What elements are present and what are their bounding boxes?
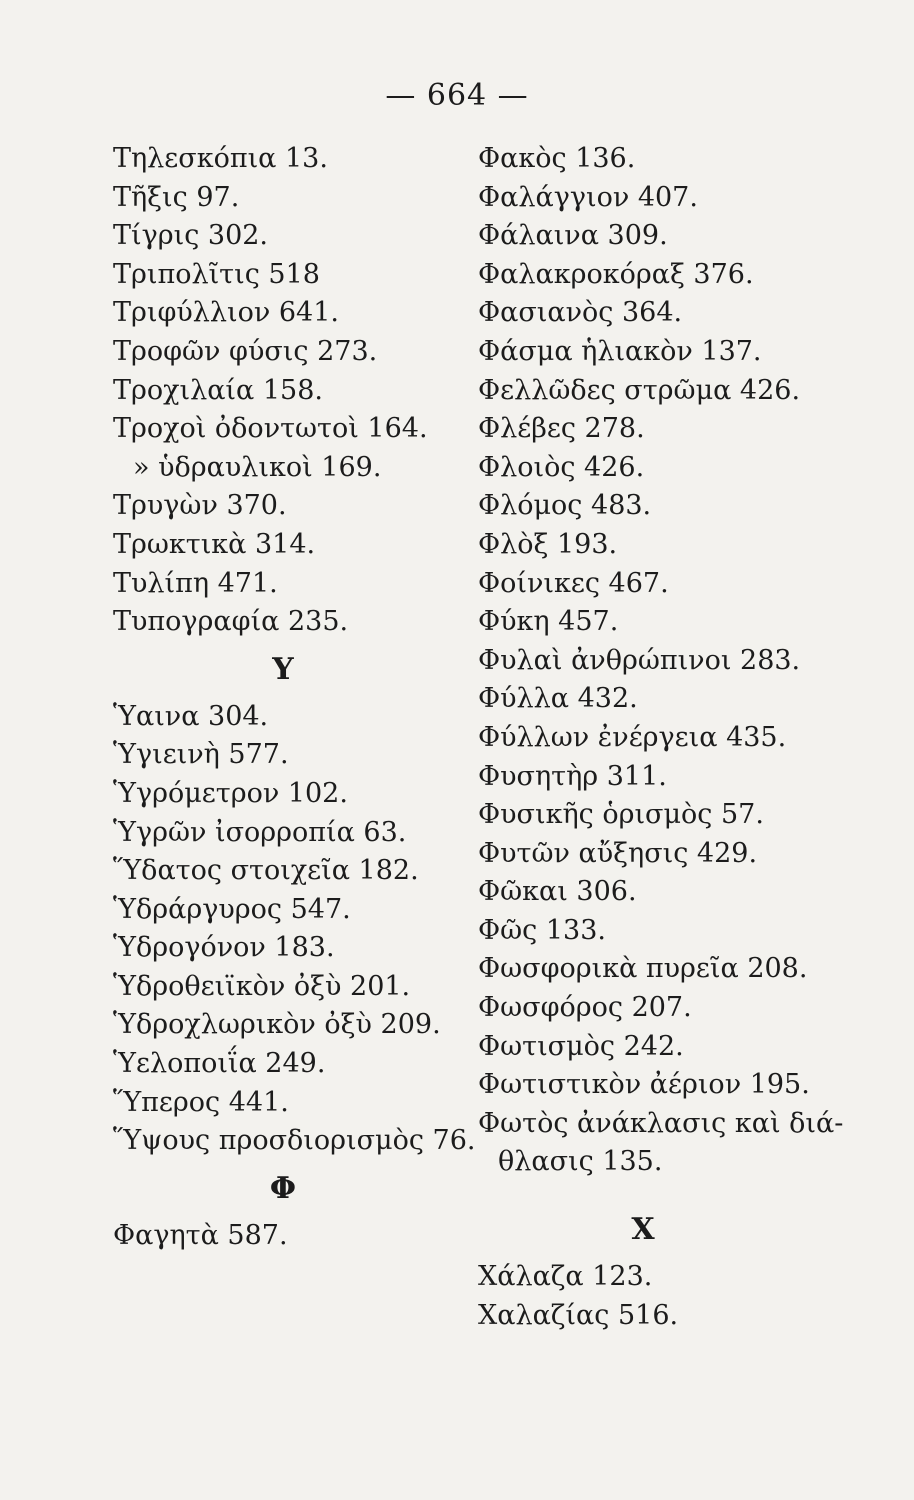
- section-heading-upsilon: Υ: [272, 651, 294, 687]
- index-entry: Φυτῶν αὔξησις 429.: [478, 837, 758, 869]
- index-entry: Φωσφόρος 207.: [478, 992, 692, 1024]
- index-entry: Ὑγρόμετρον 102.: [113, 777, 348, 809]
- index-entry: Φυσητὴρ 311.: [478, 760, 667, 792]
- index-entry: Ὑαινα 304.: [113, 700, 269, 732]
- index-entry: Τρυγὼν 370.: [113, 490, 287, 522]
- index-entry: Φαγητὰ 587.: [113, 1219, 288, 1251]
- index-entry: Χάλαζα 123.: [478, 1261, 653, 1293]
- index-entry: Φωτὸς ἀνάκλασις καὶ διά-: [478, 1107, 844, 1139]
- index-entry: Φοίνικες 467.: [478, 567, 669, 599]
- index-entry: Ὕδατος στοιχεῖα 182.: [113, 855, 419, 887]
- section-heading-chi: Χ: [631, 1212, 655, 1248]
- spacer: [478, 1182, 878, 1202]
- index-entry: Φωσφορικὰ πυρεῖα 208.: [478, 953, 808, 985]
- index-entry: Ὑδροχλωρικὸν ὀξὺ 209.: [113, 1009, 441, 1041]
- index-entry: Ὑγιεινὴ 577.: [113, 739, 289, 771]
- index-entry: Φύλλων ἐνέργεια 435.: [478, 721, 787, 753]
- index-entry: Φλὸξ 193.: [478, 528, 618, 560]
- index-entry: Τῆξις 97.: [113, 181, 240, 213]
- index-entry: Τηλεσκόπια 13.: [113, 143, 328, 174]
- index-entry: Φωτισμὸς 242.: [478, 1030, 684, 1062]
- index-entry: Φῶκαι 306.: [478, 876, 637, 908]
- page-number: — 664 —: [385, 78, 529, 113]
- index-entry: Ὑγρῶν ἰσορροπία 63.: [113, 816, 407, 848]
- index-entry: Ὑδράργυρος 547.: [113, 893, 351, 925]
- index-entry: Φαλακροκόραξ 376.: [478, 258, 754, 290]
- index-entry-continuation: θλασις 135.: [498, 1146, 663, 1178]
- index-entry: Φελλῶδες στρῶμα 426.: [478, 374, 801, 406]
- index-entry: Φύλλα 432.: [478, 683, 638, 715]
- index-entry: Ὑδρογόνον 183.: [113, 932, 335, 964]
- index-entry: Φυσικῆς ὁρισμὸς 57.: [478, 799, 764, 831]
- index-entry: Φάλαινα 309.: [478, 220, 668, 252]
- index-entry: Φύκη 457.: [478, 606, 619, 638]
- index-entry: Φάσμα ἡλιακὸν 137.: [478, 335, 762, 367]
- section-heading-phi: Φ: [269, 1170, 297, 1206]
- index-entry: Ὑδροθειϊκὸν ὀξὺ 201.: [113, 970, 411, 1002]
- index-entry: Τριφύλλιον 641.: [113, 297, 339, 329]
- index-entry: Φλοιὸς 426.: [478, 451, 645, 483]
- index-entry: Φλέβες 278.: [478, 413, 645, 445]
- index-entry: Τρωκτικὰ 314.: [113, 528, 316, 560]
- index-entry: Ὕπερος 441.: [113, 1086, 289, 1118]
- index-entry: Τίγρις 302.: [113, 220, 269, 252]
- index-entry: Φλόμος 483.: [478, 490, 652, 522]
- left-column: [113, 140, 476, 1255]
- index-entry: Φασιανὸς 364.: [478, 297, 683, 329]
- index-entry: Τυπογραφία 235.: [113, 606, 349, 638]
- index-entry: Τυλίπη 471.: [113, 567, 278, 599]
- index-entry: Τροχοὶ ὀδοντωτοὶ 164.: [113, 413, 428, 445]
- index-entry: Φῶς 133.: [478, 914, 606, 946]
- index-entry: Τροφῶν φύσις 273.: [113, 335, 378, 367]
- index-entry: Φακὸς 136.: [478, 143, 636, 174]
- index-entry: Χαλαζίας 516.: [478, 1299, 679, 1331]
- index-entry: Φαλάγγιον 407.: [478, 181, 698, 213]
- index-entry: Ὕψους προσδιορισμὸς 76.: [113, 1125, 476, 1157]
- index-entry: Τροχιλαία 158.: [113, 374, 323, 406]
- index-entry: Φωτιστικὸν ἀέριον 195.: [478, 1069, 810, 1101]
- index-entry: Ὑελοποιΐα 249.: [113, 1048, 326, 1080]
- index-entry: » ὑδραυλικοὶ 169.: [133, 451, 382, 483]
- right-column: [478, 140, 878, 1335]
- index-entry: Τριπολῖτις 518: [113, 258, 320, 290]
- index-entry: Φυλαὶ ἀνθρώπινοι 283.: [478, 644, 801, 676]
